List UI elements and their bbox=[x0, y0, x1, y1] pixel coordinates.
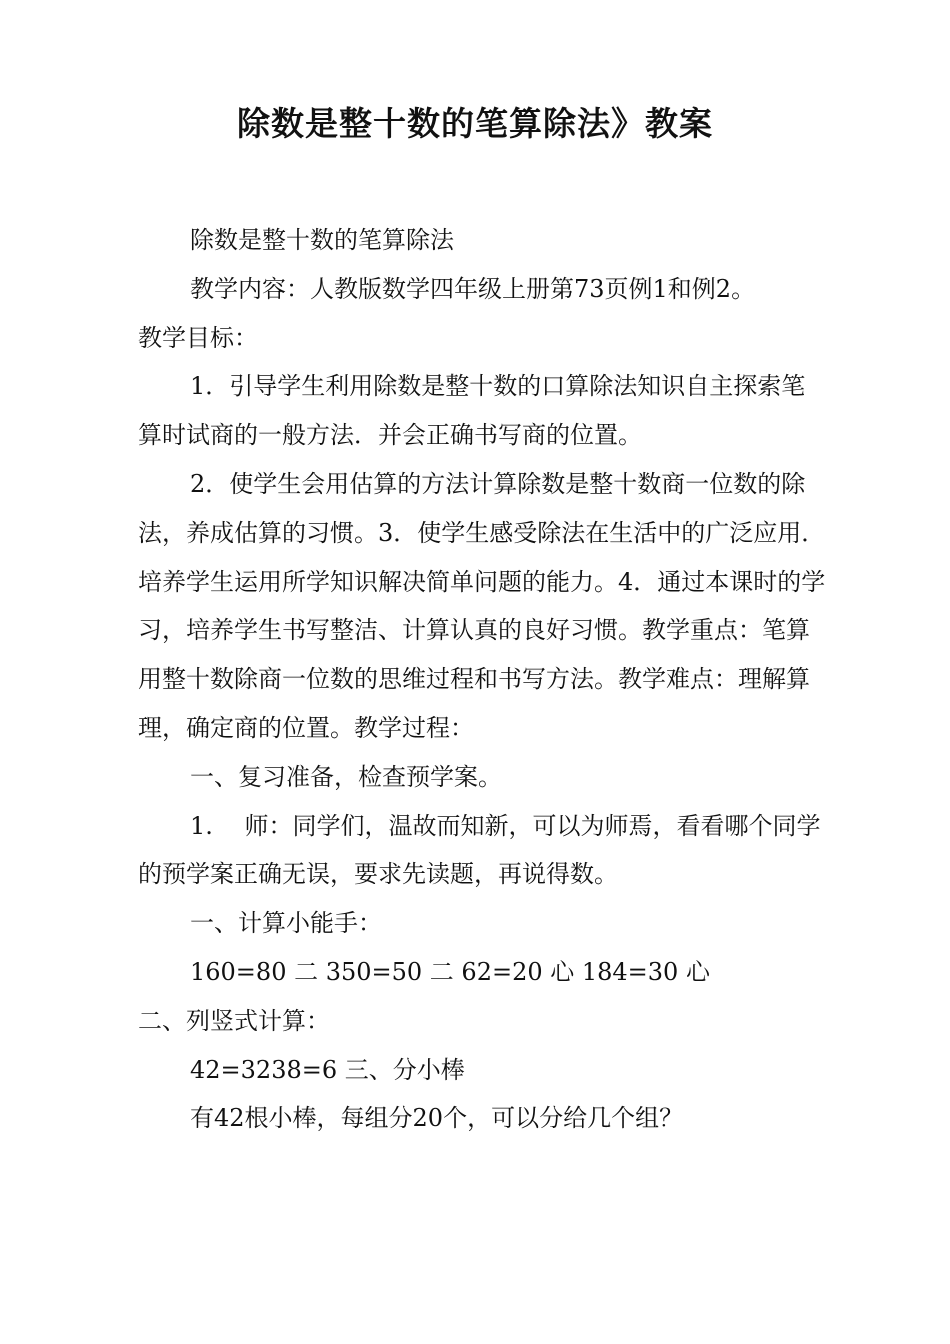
paragraph-vertical-calc-heading: 二、列竖式计算： bbox=[138, 1006, 330, 1035]
paragraph-goals-2-4: 2．使学生会用估算的方法计算除数是整十数商一位数的除法，养成估算的习惯。3．使学生感受除法在生活中的广泛应用．培养学生运用所学知识解决简单问题的能力。4．通过本课时的学习，培养学生书写整洁、计算认真的良好习惯。教学重点：笔算用整十数除商一位数的思维过程和书写方法。教学难点：理解算理，确定商的位置。教学过程： bbox=[138, 469, 826, 742]
paragraph-teaching-goals-heading: 教学目标： bbox=[138, 323, 258, 352]
paragraph-goal-1: 1．引导学生利用除数是整十数的口算除法知识自主探索笔算时试商的一般方法．并会正确书写商的位置。 bbox=[138, 372, 806, 450]
paragraph-calc-heading: 一、计算小能手： bbox=[190, 909, 382, 938]
paragraph-review-section: 一、复习准备，检查预学案。 bbox=[190, 762, 502, 791]
paragraph-sticks-question: 有42根小棒，每组分20个，可以分给几个组？ bbox=[190, 1104, 684, 1133]
paragraph-lesson-name: 除数是整十数的笔算除法 bbox=[190, 226, 454, 254]
document-body bbox=[138, 216, 828, 1143]
paragraph-calc-problems: 160=80 二 350=50 二 62=20 心 184=30 心 bbox=[190, 957, 710, 986]
paragraph-vertical-calc-problems: 42=3238=6 三、分小棒 bbox=[190, 1055, 465, 1084]
document-title: 除数是整十数的笔算除法》教案 bbox=[237, 104, 713, 143]
paragraph-teaching-content: 教学内容：人教版数学四年级上册第73页例1和例2。 bbox=[190, 274, 756, 303]
paragraph-teacher-speech: 1. 师：同学们，温故而知新，可以为师焉，看看哪个同学的预学案正确无误，要求先读题，再说得数。 bbox=[138, 811, 821, 889]
